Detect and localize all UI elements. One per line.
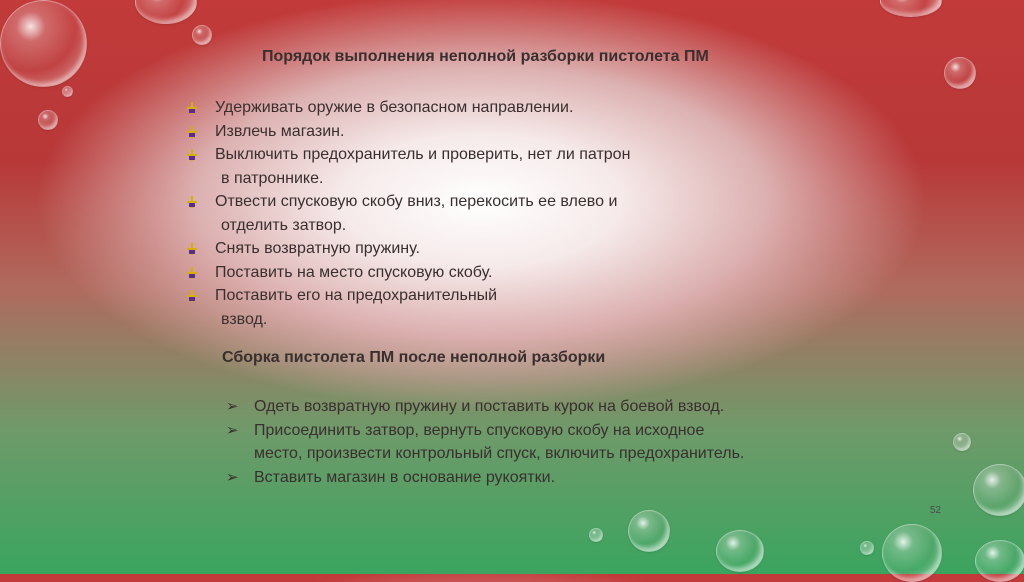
- water-drop-icon: [975, 540, 1024, 582]
- diamond-bullet-icon: [187, 196, 197, 208]
- diamond-bullet-icon: [187, 102, 197, 114]
- water-drop-icon: [192, 25, 212, 45]
- list-item: ➢ Присоединить затвор, вернуть спусковую скобу на исходное место, произвести контрольный спуск, включить предохранитель.: [224, 419, 824, 466]
- list-item: ➢ Одеть возвратную пружину и поставить курок на боевой взвод.: [224, 395, 824, 419]
- water-drop-icon: [973, 464, 1024, 516]
- disassembly-steps-list: [185, 96, 745, 331]
- list-item: Выключить предохранитель и проверить, нет ли патрон в патроннике.: [185, 143, 745, 190]
- list-item: Извлечь магазин.: [185, 120, 745, 144]
- assembly-subtitle: Сборка пистолета ПМ после неполной разборки: [222, 349, 606, 366]
- water-drop-icon: [880, 0, 942, 17]
- diamond-bullet-icon: [187, 149, 197, 161]
- arrow-bullet-icon: ➢: [226, 398, 239, 415]
- list-item: ➢ Вставить магазин в основание рукоятки.: [224, 466, 824, 490]
- water-drop-icon: [716, 530, 764, 572]
- water-drop-icon: [0, 0, 87, 87]
- water-drop-icon: [944, 57, 976, 89]
- arrow-bullet-icon: ➢: [226, 421, 239, 439]
- assembly-steps-list: [224, 395, 824, 489]
- diamond-bullet-icon: [187, 267, 197, 279]
- list-item: Снять возвратную пружину.: [185, 237, 745, 261]
- arrow-bullet-icon: ➢: [226, 468, 239, 486]
- water-drop-icon: [860, 541, 874, 555]
- diamond-bullet-icon: [187, 243, 197, 255]
- slide-title: Порядок выполнения неполной разборки пистолета ПМ: [262, 48, 709, 65]
- list-item: Поставить его на предохранительный взвод.: [185, 284, 745, 331]
- water-drop-icon: [882, 524, 942, 582]
- water-drop-icon: [62, 86, 73, 97]
- page-number: 52: [930, 505, 942, 516]
- water-drop-icon: [135, 0, 197, 24]
- list-item: Поставить на место спусковую скобу.: [185, 261, 745, 285]
- water-drop-icon: [628, 510, 670, 552]
- diamond-bullet-icon: [187, 126, 197, 138]
- water-drop-icon: [38, 110, 58, 130]
- list-item: Отвести спусковую скобу вниз, перекосить ее влево и отделить затвор.: [185, 190, 745, 237]
- list-item: Удерживать оружие в безопасном направлении.: [185, 96, 745, 120]
- water-drop-icon: [953, 433, 971, 451]
- water-drop-icon: [589, 528, 603, 542]
- diamond-bullet-icon: [187, 290, 197, 302]
